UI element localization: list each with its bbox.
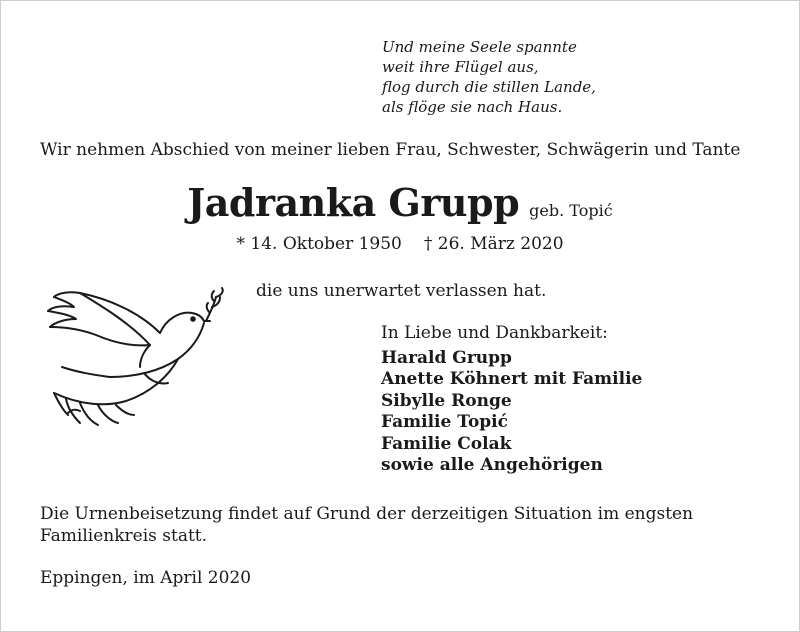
mourner-name: Familie Colak [381, 433, 512, 454]
mourner-name: Anette Köhnert mit Familie [381, 369, 643, 389]
mourner-name: Familie Topić [381, 412, 508, 432]
mourner-name: Sibylle Ronge [381, 390, 512, 411]
place-date: Eppingen, im April 2020 [40, 568, 252, 588]
mourners-list [381, 323, 642, 477]
birth-date: * 14. Oktober 1950 [236, 234, 402, 254]
deceased-name: Jadranka Grupp [187, 180, 520, 225]
poem-line: Und meine Seele spannte [382, 38, 577, 56]
burial-note: Die Urnenbeisetzung findet auf Grund der derzeitigen Situation im engsten Familienkreis statt. [40, 504, 694, 546]
poem [382, 37, 596, 117]
poem-line: als flöge sie nach Haus. [382, 98, 563, 116]
dove-icon [40, 285, 230, 430]
poem-line: flog durch die stillen Lande, [382, 78, 596, 96]
mourner-name: sowie alle Angehörigen [381, 455, 603, 475]
mourner-name: Harald Grupp [381, 347, 512, 368]
farewell-intro: Wir nehmen Abschied von meiner lieben Frau, Schwester, Schwägerin und Tante [40, 140, 741, 160]
birth-name: geb. Topić [529, 201, 613, 220]
mourners-heading: In Liebe und Dankbarkeit: [381, 323, 608, 343]
passing-note: die uns unerwartet verlassen hat. [256, 281, 547, 301]
life-dates [0, 234, 800, 254]
poem-line: weit ihre Flügel aus, [382, 58, 539, 76]
death-date: † 26. März 2020 [423, 234, 564, 254]
deceased-name-line [0, 180, 800, 225]
